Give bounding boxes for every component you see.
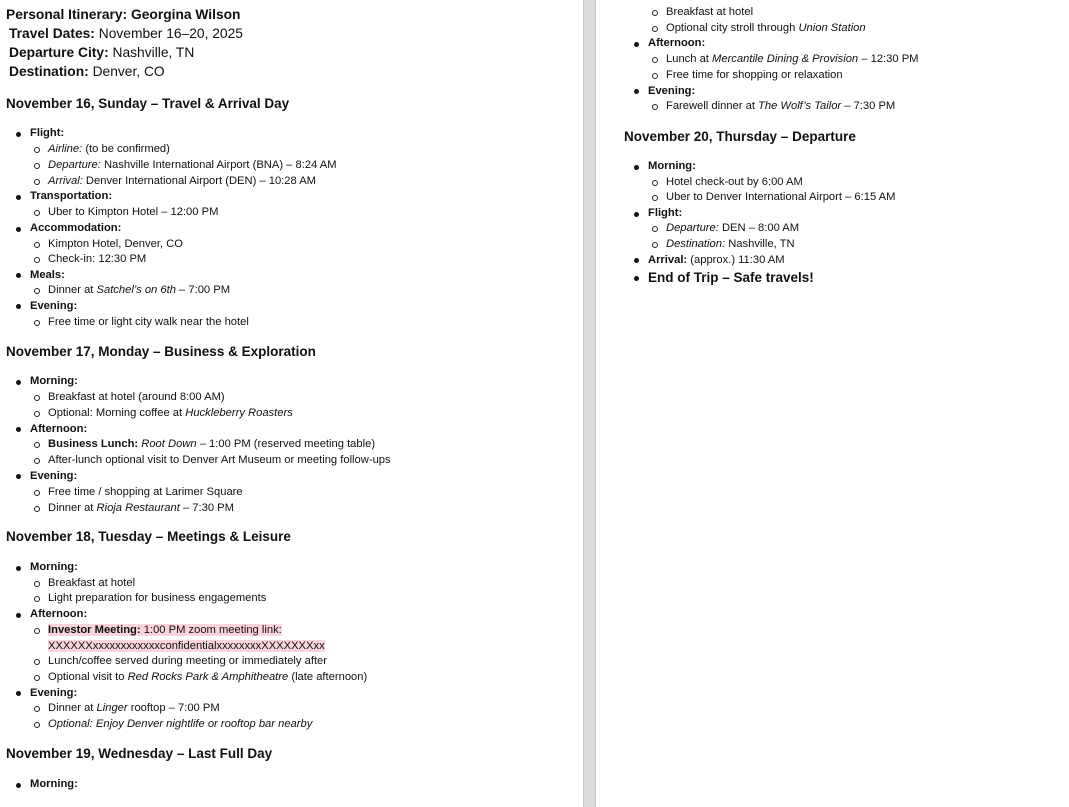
day5-flight-label: Flight: [648, 207, 683, 219]
circle-bullet-icon [34, 320, 40, 326]
circle-bullet-icon [652, 57, 658, 63]
day3-lunch: Lunch/coffee served during meeting or immediately after [48, 655, 328, 667]
day4-stroll: Optional city stroll through Union Station [666, 22, 866, 34]
bullet-icon [634, 258, 639, 263]
day3-morning-label: Morning: [30, 561, 78, 573]
day3-visit: Optional visit to Red Rocks Park & Amphitheatre (late afternoon) [48, 671, 368, 683]
bullet-icon [16, 227, 21, 232]
day5-departure: Departure: DEN – 8:00 AM [666, 222, 800, 234]
day1-checkin: Check-in: 12:30 PM [48, 253, 147, 265]
circle-bullet-icon [34, 506, 40, 512]
day1-evening-item: Free time or light city walk near the hotel [48, 316, 249, 328]
bullet-icon [634, 89, 639, 94]
itinerary-title: Personal Itinerary: Georgina Wilson [6, 7, 241, 22]
bullet-icon [16, 304, 21, 309]
day4-breakfast: Breakfast at hotel [666, 6, 754, 18]
day1-heading: November 16, Sunday – Travel & Arrival Day [6, 96, 290, 111]
day1-departure: Departure: Nashville International Airport (BNA) – 8:24 AM [48, 159, 337, 171]
circle-bullet-icon [34, 242, 40, 248]
day1-airline: Airline: (to be confirmed) [48, 143, 170, 155]
circle-bullet-icon [34, 581, 40, 587]
document-page-right [596, 0, 1069, 807]
day5-heading: November 20, Thursday – Departure [624, 129, 856, 144]
bullet-icon [16, 474, 21, 479]
day2-afternoon-label: Afternoon: [30, 423, 88, 435]
day3-breakfast: Breakfast at hotel [48, 577, 136, 589]
day5-destination: Destination: Nashville, TN [666, 238, 795, 250]
destination-city: Destination: Denver, CO [9, 64, 165, 79]
circle-bullet-icon [652, 26, 658, 32]
day5-arrival: Arrival: (approx.) 11:30 AM [648, 254, 785, 266]
day1-transportation-label: Transportation: [30, 190, 113, 202]
day3-afternoon-label: Afternoon: [30, 608, 88, 620]
day3-nightlife: Optional: Enjoy Denver nightlife or rooftop bar nearby [48, 718, 313, 730]
day1-meals-label: Meals: [30, 269, 65, 281]
day3-prep: Light preparation for business engagements [48, 592, 267, 604]
day5-morning-label: Morning: [648, 160, 696, 172]
day5-checkout: Hotel check-out by 6:00 AM [666, 176, 803, 188]
day4-heading: November 19, Wednesday – Last Full Day [6, 746, 273, 761]
bullet-icon [16, 132, 21, 137]
day3-investor-meeting: Investor Meeting: 1:00 PM zoom meeting link: [48, 624, 282, 636]
day4-afternoon-label: Afternoon: [648, 37, 706, 49]
circle-bullet-icon [34, 163, 40, 169]
day1-flight-label: Flight: [30, 127, 65, 139]
bullet-icon [16, 427, 21, 432]
circle-bullet-icon [652, 180, 658, 186]
circle-bullet-icon [34, 490, 40, 496]
circle-bullet-icon [652, 104, 658, 110]
circle-bullet-icon [34, 179, 40, 185]
day4-lunch: Lunch at Mercantile Dining & Provision – 12:30 PM [666, 53, 919, 65]
travel-dates: Travel Dates: November 16–20, 2025 [9, 26, 243, 41]
day2-after-lunch: After-lunch optional visit to Denver Art Museum or meeting follow-ups [48, 454, 391, 466]
bullet-icon [16, 380, 21, 385]
bullet-icon [16, 566, 21, 571]
circle-bullet-icon [34, 706, 40, 712]
end-of-trip: End of Trip – Safe travels! [648, 270, 814, 285]
day4-free-time: Free time for shopping or relaxation [666, 69, 843, 81]
bullet-icon [634, 212, 639, 217]
circle-bullet-icon [652, 195, 658, 201]
departure-city: Departure City: Nashville, TN [9, 45, 195, 60]
bullet-icon [634, 276, 639, 281]
day1-arrival: Arrival: Denver International Airport (DEN) – 10:28 AM [48, 175, 316, 187]
bullet-icon [16, 273, 21, 278]
day1-evening-label: Evening: [30, 300, 78, 312]
circle-bullet-icon [652, 226, 658, 232]
day2-business-lunch: Business Lunch: Root Down – 1:00 PM (reserved meeting table) [48, 438, 376, 450]
day3-heading: November 18, Tuesday – Meetings & Leisure [6, 529, 291, 544]
day1-dinner: Dinner at Satchel’s on 6th – 7:00 PM [48, 284, 231, 296]
day1-hotel: Kimpton Hotel, Denver, CO [48, 238, 183, 250]
day2-shopping: Free time / shopping at Larimer Square [48, 486, 243, 498]
circle-bullet-icon [34, 257, 40, 263]
circle-bullet-icon [34, 675, 40, 681]
circle-bullet-icon [652, 73, 658, 79]
circle-bullet-icon [34, 147, 40, 153]
day4-morning-label: Morning: [30, 778, 78, 790]
day2-heading: November 17, Monday – Business & Exploration [6, 344, 316, 359]
day4-evening-label: Evening: [648, 85, 696, 97]
day2-breakfast: Breakfast at hotel (around 8:00 AM) [48, 391, 225, 403]
bullet-icon [16, 691, 21, 696]
day2-morning-label: Morning: [30, 375, 78, 387]
day3-dinner: Dinner at Linger rooftop – 7:00 PM [48, 702, 220, 714]
circle-bullet-icon [34, 722, 40, 728]
circle-bullet-icon [34, 442, 40, 448]
bullet-icon [16, 613, 21, 618]
circle-bullet-icon [34, 596, 40, 602]
day2-evening-label: Evening: [30, 470, 78, 482]
page-gutter [583, 0, 596, 807]
day1-accommodation-label: Accommodation: [30, 222, 122, 234]
day3-evening-label: Evening: [30, 687, 78, 699]
bullet-icon [634, 165, 639, 170]
day3-meeting-link[interactable]: XXXXXXxxxxxxxxxxxxconfidentialxxxxxxxxXXXXXXXxx [48, 640, 325, 652]
day2-coffee: Optional: Morning coffee at Huckleberry Roasters [48, 407, 293, 419]
bullet-icon [16, 783, 21, 788]
day2-dinner: Dinner at Rioja Restaurant – 7:30 PM [48, 502, 234, 514]
circle-bullet-icon [34, 411, 40, 417]
day5-uber: Uber to Denver International Airport – 6:15 AM [666, 191, 896, 203]
circle-bullet-icon [34, 659, 40, 665]
circle-bullet-icon [34, 210, 40, 216]
circle-bullet-icon [34, 458, 40, 464]
day4-farewell: Farewell dinner at The Wolf’s Tailor – 7:30 PM [666, 100, 896, 112]
circle-bullet-icon [652, 242, 658, 248]
bullet-icon [16, 195, 21, 200]
day1-uber: Uber to Kimpton Hotel – 12:00 PM [48, 206, 219, 218]
circle-bullet-icon [34, 288, 40, 294]
circle-bullet-icon [652, 10, 658, 16]
bullet-icon [634, 42, 639, 47]
circle-bullet-icon [34, 395, 40, 401]
circle-bullet-icon [34, 628, 40, 634]
